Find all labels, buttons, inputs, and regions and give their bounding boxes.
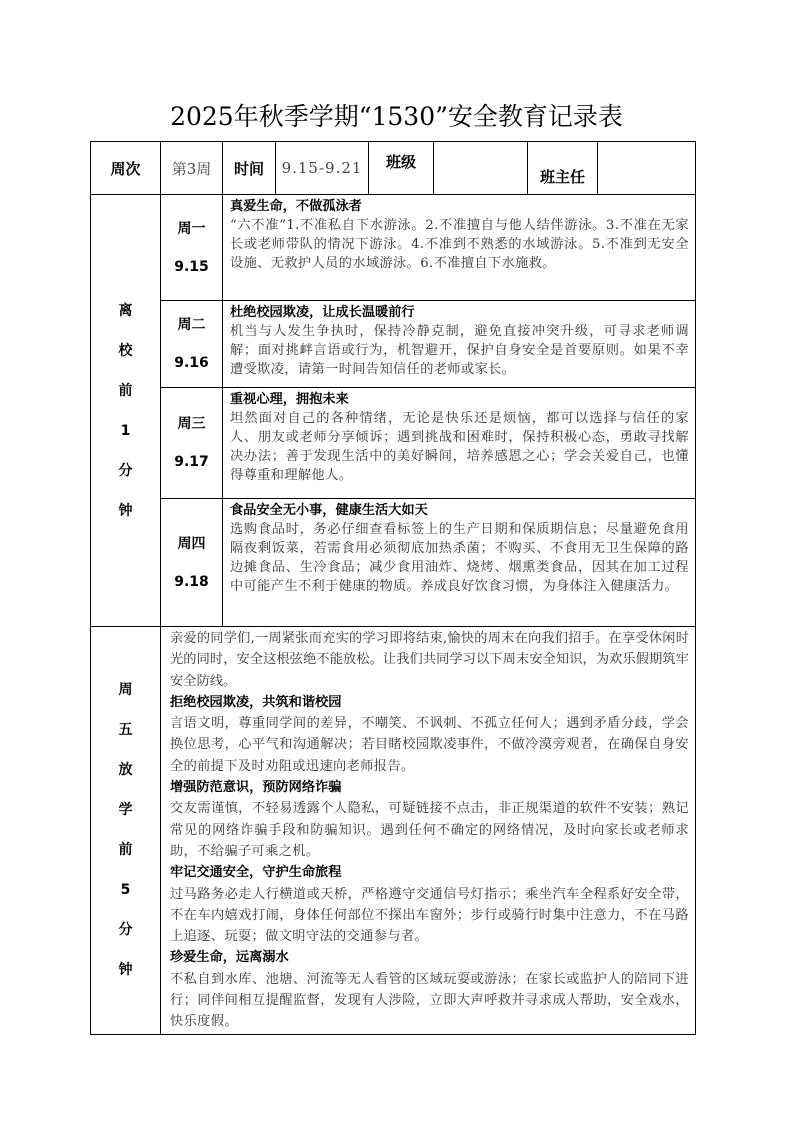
- topic-body: 机当与人发生争执时，保持冷静克制，避免直接冲突升级，可寻求老师调解；面对挑衅言语或行为，机智避开，保护自身安全是首要原则。如果不幸遭受欺凌，请第一时间告知信任的老师或家长。: [230, 324, 689, 378]
- label-char: 钟: [118, 502, 133, 519]
- topic-body: 过马路务必走人行横道或天桥，严格遵守交通信号灯指示；乘坐汽车全程系好安全带，不在车内嬉戏打闹，身体任何部位不探出车窗外；步行或骑行时集中注意力，不在马路上追逐、玩耍；做文明守法的交通参与者。: [170, 886, 689, 945]
- time-label: 时间: [223, 142, 276, 195]
- label-char: 钟: [118, 962, 133, 979]
- day-date: 9.16: [174, 355, 209, 371]
- label-char: 前: [118, 382, 133, 399]
- day-content: [223, 388, 696, 499]
- topic-heading: 真爱生命，不做孤泳者: [230, 199, 362, 214]
- friday-5min-label: [91, 627, 161, 1035]
- tuesday-row: [91, 301, 696, 388]
- day-name: 周三: [177, 416, 206, 432]
- week-label: 周次: [91, 142, 161, 195]
- day-cell: [161, 499, 223, 627]
- label-char: 离: [118, 302, 133, 319]
- topic-body: 选购食品时，务必仔细查看标签上的生产日期和保质期信息；尽量避免食用隔夜剩饭菜，若需食用必须彻底加热杀菌；不购买、不食用无卫生保障的路边摊食品、生冷食品；减少食用油炸、烧烤、烟熏类食品，因其在加工过程中可能产生不利于健康的物质。养成良好饮食习惯，为身体注入健康活力。: [230, 522, 689, 595]
- day-date: 9.17: [174, 454, 209, 470]
- time-value: 9.15-9.21: [276, 142, 369, 195]
- label-char: 五: [118, 722, 133, 739]
- topic-body: 不私自到水库、池塘、河流等无人看管的区域玩耍或游泳；在家长或监护人的陪同下进行；同伴间相互提醒监督，发现有人涉险，立即大声呼救并寻求成人帮助，安全戏水，快乐度假。: [170, 971, 689, 1030]
- week-value: 第3周: [161, 142, 223, 195]
- day-content: [223, 301, 696, 388]
- teacher-label: 班主任: [528, 142, 598, 195]
- label-char: 分: [118, 922, 133, 939]
- thursday-row: [91, 499, 696, 627]
- day-name: 周一: [177, 220, 206, 237]
- page-title: 2025年秋季学期“1530”安全教育记录表: [170, 102, 623, 131]
- class-label: 班级: [369, 142, 434, 195]
- teacher-value-field[interactable]: [598, 142, 696, 195]
- label-char: 1: [120, 422, 131, 439]
- friday-content: [161, 627, 696, 1035]
- label-char: 前: [118, 842, 133, 859]
- topic-heading: 重视心理，拥抱未来: [230, 392, 349, 407]
- topic-heading: 增强防范意识，预防网络诈骗: [170, 780, 342, 796]
- day-content: [223, 195, 696, 301]
- class-value-field[interactable]: [434, 142, 528, 195]
- topic-body: 坦然面对自己的各种情绪，无论是快乐还是烦恼，都可以选择与信任的家人、朋友或老师分享倾诉；遇到挑战和困难时，保持积极心态，勇敢寻找解决办法；善于发现生活中的美好瞬间，培养感恩之心；学会关爱自己，也懂得尊重和理解他人。: [230, 411, 689, 484]
- day-content: [223, 499, 696, 627]
- day-cell: [161, 301, 223, 388]
- topic-heading: 牢记交通安全，守护生命旅程: [170, 865, 342, 881]
- day-date: 9.18: [174, 573, 209, 590]
- topic-body: “六不准”1.不准私自下水游泳。2.不准擅自与他人结伴游泳。3.不准在无家长或老师带队的情况下游泳。4.不准到不熟悉的水域游泳。5.不准到无安全设施、无救护人员的水域游泳。6.不准擅自下水施救。: [230, 218, 689, 272]
- topic-heading: 食品安全无小事，健康生活大如天: [230, 503, 428, 518]
- day-date: 9.15: [174, 258, 209, 275]
- friday-row: [91, 627, 696, 1035]
- label-char: 分: [118, 462, 133, 479]
- day-cell: [161, 388, 223, 499]
- header-row: [91, 142, 696, 195]
- intro-text: 亲爱的同学们,一周紧张而充实的学习即将结束,愉快的周末在向我们招手。在享受休闲时光的同时，安全这根弦绝不能放松。让我们共同学习以下周末安全知识，为欢乐假期筑牢安全防线。: [170, 631, 689, 689]
- topic-heading: 杜绝校园欺凌，让成长温暖前行: [230, 305, 415, 320]
- label-char: 学: [118, 802, 133, 819]
- topic-heading: 拒绝校园欺凌，共筑和谐校园: [170, 694, 342, 710]
- day-cell: [161, 195, 223, 301]
- monday-row: [91, 195, 696, 301]
- topic-body: 交友需谨慎，不轻易透露个人隐私，可疑链接不点击，非正规渠道的软件不安装；熟记常见的网络诈骗手段和防骗知识。遇到任何不确定的网络情况，及时向家长或老师求助，不给骗子可乘之机。: [170, 801, 689, 859]
- label-char: 5: [120, 882, 131, 899]
- label-char: 校: [118, 342, 133, 359]
- label-char: 周: [118, 682, 133, 699]
- day-name: 周二: [177, 317, 206, 333]
- safety-record-table: [90, 141, 696, 1035]
- topic-body: 言语文明，尊重同学间的差异，不嘲笑、不讽刺、不孤立任何人；遇到矛盾分歧，学会换位思考，心平气和沟通解决；若目睹校园欺凌事件，不做冷漠旁观者，在确保自身安全的前提下及时劝阻或迅速向老师报告。: [170, 716, 689, 774]
- wednesday-row: [91, 388, 696, 499]
- topic-heading: 珍爱生命，远离溺水: [170, 950, 289, 966]
- day-name: 周四: [177, 535, 206, 552]
- leave-school-1min-label: [91, 195, 161, 627]
- label-char: 放: [118, 762, 133, 779]
